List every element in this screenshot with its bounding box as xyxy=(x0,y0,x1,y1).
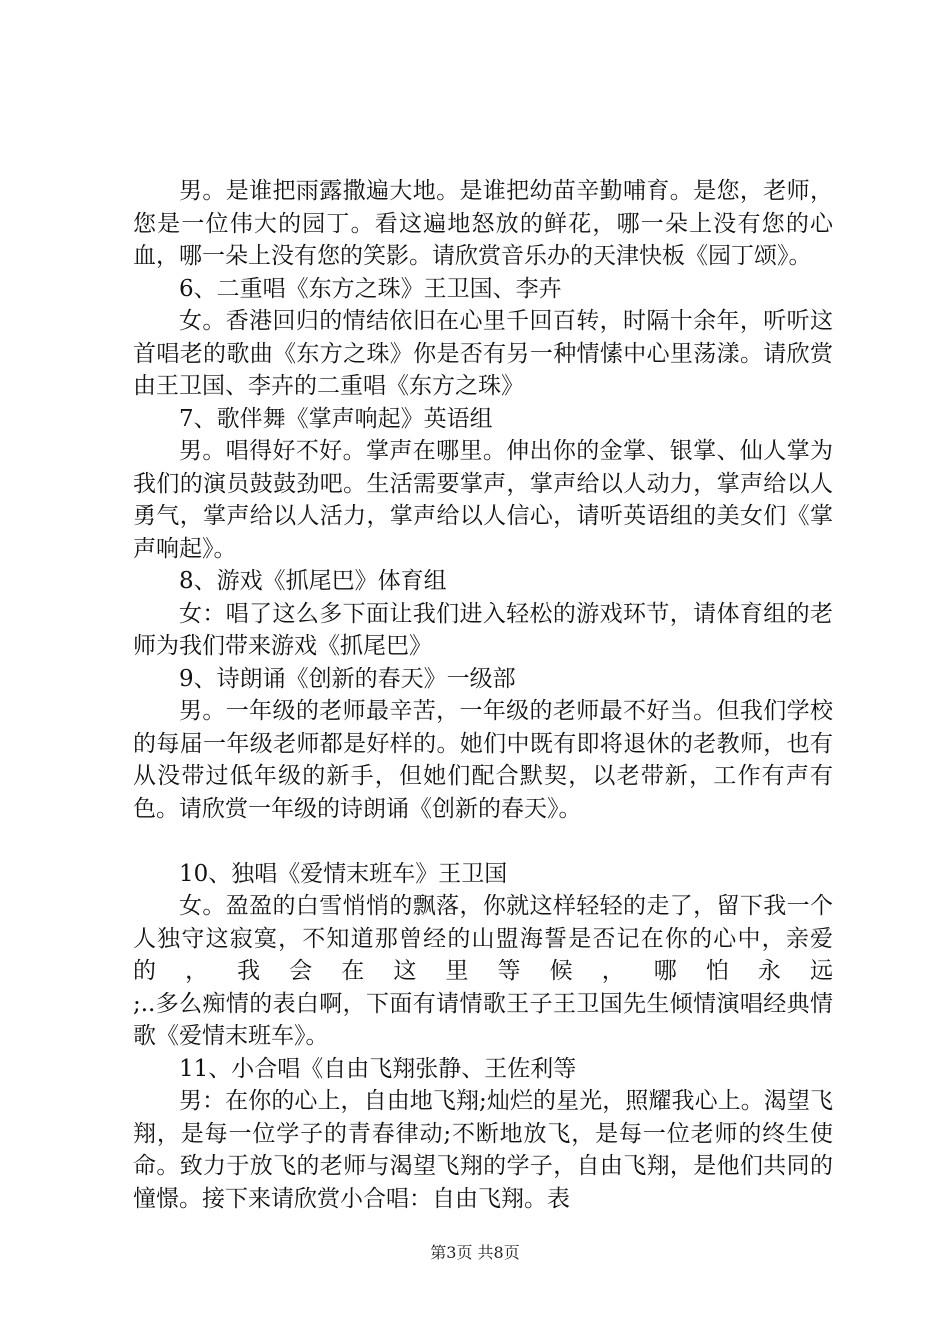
paragraph: 男。是谁把雨露撒遍大地。是谁把幼苗辛勤哺育。是您，老师，您是一位伟大的园丁。看这遍地怒放的鲜花，哪一朵上没有您的心血，哪一朵上没有您的笑影。请欣赏音乐办的天津快板《园丁颂》。 xyxy=(133,178,833,269)
paragraph-continuation: ;..多么痴情的表白啊，下面有请情歌王子王卫国先生倾情演唱经典情歌《爱情末班车》。 xyxy=(133,990,833,1049)
paragraph: 男：在你的心上，自由地飞翔;灿烂的星光，照耀我心上。渴望飞翔，是每一位学子的青春律动;不断地放飞，是每一位老师的终生使命。致力于放飞的老师与渴望飞翔的学子，自由飞翔，是他们共同的憧憬。接下来请欣赏小合唱：自由飞翔。表 xyxy=(133,1088,833,1212)
program-item-heading: 6、二重唱《东方之珠》王卫国、李卉 xyxy=(179,275,562,302)
program-item-heading: 7、歌伴舞《掌声响起》英语组 xyxy=(179,405,493,432)
paragraph: 男。唱得好不好。掌声在哪里。伸出你的金掌、银掌、仙人掌为我们的演员鼓鼓劲吧。生活需要掌声，掌声给以人动力，掌声给以人勇气，掌声给以人活力，掌声给以人信心，请听英语组的美女们《掌声响起》。 xyxy=(133,438,833,562)
program-item-heading: 8、游戏《抓尾巴》体育组 xyxy=(179,568,447,594)
paragraph: 女：唱了这么多下面让我们进入轻松的游戏环节，请体育组的老师为我们带来游戏《抓尾巴》 xyxy=(133,600,833,659)
program-item-heading: 10、独唱《爱情末班车》王卫国 xyxy=(179,860,508,887)
paragraph: 女。香港回归的情结依旧在心里千回百转，时隔十余年，听听这首唱老的歌曲《东方之珠》你是否有另一种情愫中心里荡漾。请欣赏由王卫国、李卉的二重唱《东方之珠》 xyxy=(133,308,833,399)
program-item-heading: 11、小合唱《自由飞翔张静、王佐利等 xyxy=(179,1055,577,1082)
blank-line xyxy=(133,825,833,858)
document-body xyxy=(133,175,833,1215)
page-footer: 第3页 共8页 xyxy=(430,1243,520,1262)
program-item-heading: 9、诗朗诵《创新的春天》一级部 xyxy=(179,665,516,692)
paragraph: 女。盈盈的白雪悄悄的飘落，你就这样轻轻的走了，留下我一个人独守这寂寞，不知道那曾经的山盟海誓是否记在你的心中，亲爱的，我会在这里等候，哪怕永远 xyxy=(133,893,833,984)
paragraph: 男。一年级的老师最辛苦，一年级的老师最不好当。但我们学校的每届一年级老师都是好样的。她们中既有即将退休的老教师，也有从没带过低年级的新手，但她们配合默契，以老带新，工作有声有色。请欣赏一年级的诗朗诵《创新的春天》。 xyxy=(133,698,833,822)
